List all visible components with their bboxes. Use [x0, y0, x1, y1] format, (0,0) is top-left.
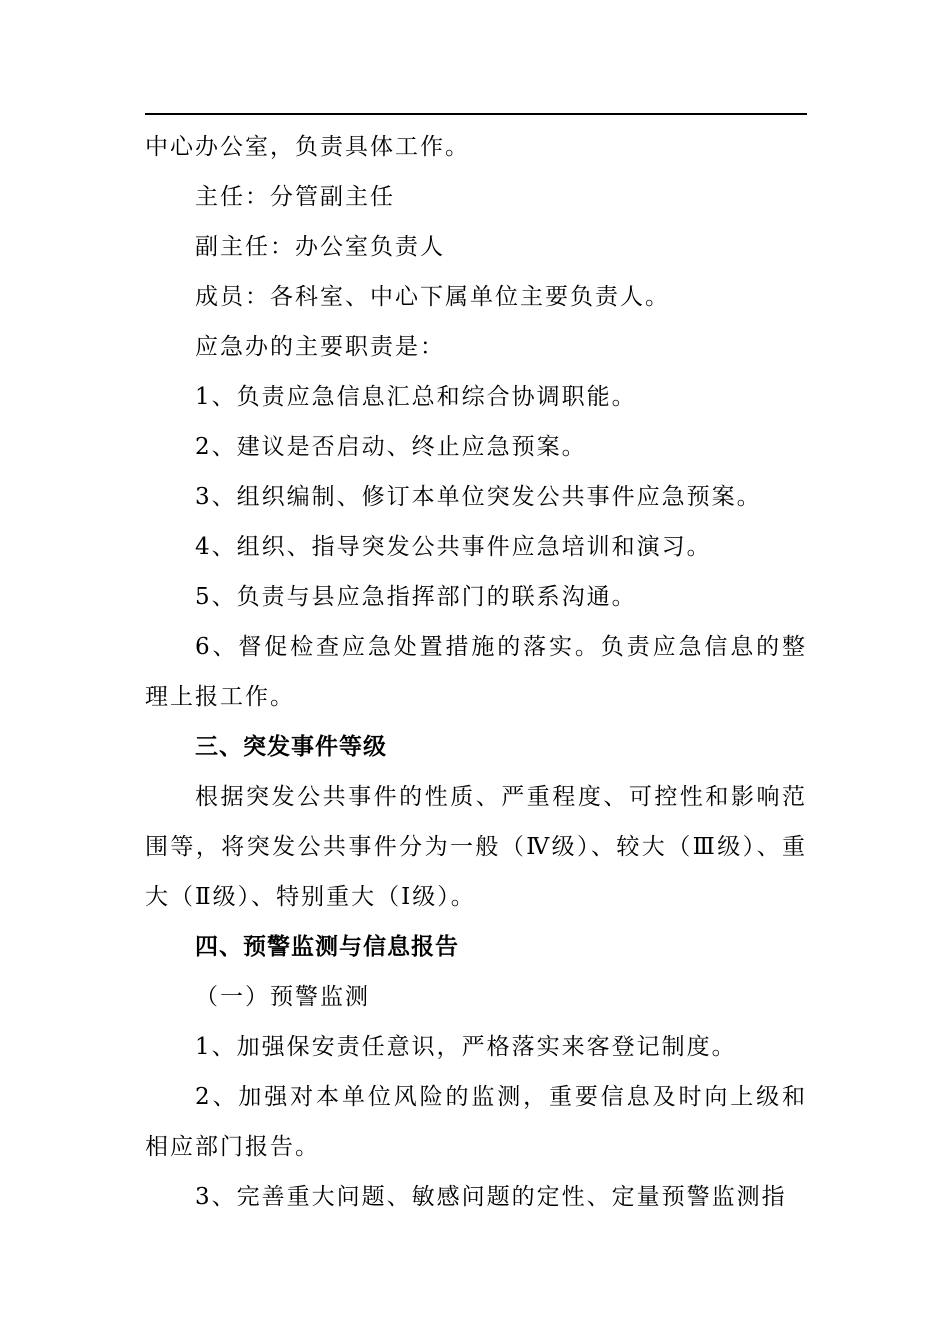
document-body: [145, 122, 807, 1222]
section-heading-warning-monitoring: 四、预警监测与信息报告: [195, 934, 459, 960]
section-heading-event-levels: 三、突发事件等级: [195, 734, 387, 760]
duty-item-4: 4、组织、指导突发公共事件应急培训和演习。: [195, 534, 712, 560]
duty-item-3: 3、组织编制、修订本单位突发公共事件应急预案。: [195, 484, 762, 510]
paragraph-deputy-director: 副主任：办公室负责人: [195, 234, 445, 260]
subsection-heading-warning-monitoring: （一）预警监测: [195, 984, 370, 1010]
duty-item-2: 2、建议是否启动、终止应急预案。: [195, 434, 587, 460]
paragraph-event-levels: 根据突发公共事件的性质、严重程度、可控性和影响范围等，将突发公共事件分为一般（Ⅳ级）、较大（Ⅲ级）、重大（Ⅱ级）、特别重大（Ⅰ级）。: [145, 784, 807, 910]
paragraph-continuation: 中心办公室，负责具体工作。: [145, 134, 470, 160]
paragraph-duties-intro: 应急办的主要职责是：: [195, 334, 445, 360]
monitoring-item-2: 2、加强对本单位风险的监测，重要信息及时向上级和相应部门报告。: [145, 1084, 807, 1160]
duty-item-6: 6、督促检查应急处置措施的落实。负责应急信息的整理上报工作。: [145, 634, 807, 710]
duty-item-5: 5、负责与县应急指挥部门的联系沟通。: [195, 584, 637, 610]
monitoring-item-1: 1、加强保安责任意识，严格落实来客登记制度。: [195, 1034, 737, 1060]
paragraph-director: 主任：分管副主任: [195, 184, 395, 210]
header-rule: [145, 113, 807, 115]
duty-item-1: 1、负责应急信息汇总和综合协调职能。: [195, 384, 637, 410]
monitoring-item-3: 3、完善重大问题、敏感问题的定性、定量预警监测指: [195, 1184, 787, 1210]
paragraph-members: 成员：各科室、中心下属单位主要负责人。: [195, 284, 670, 310]
